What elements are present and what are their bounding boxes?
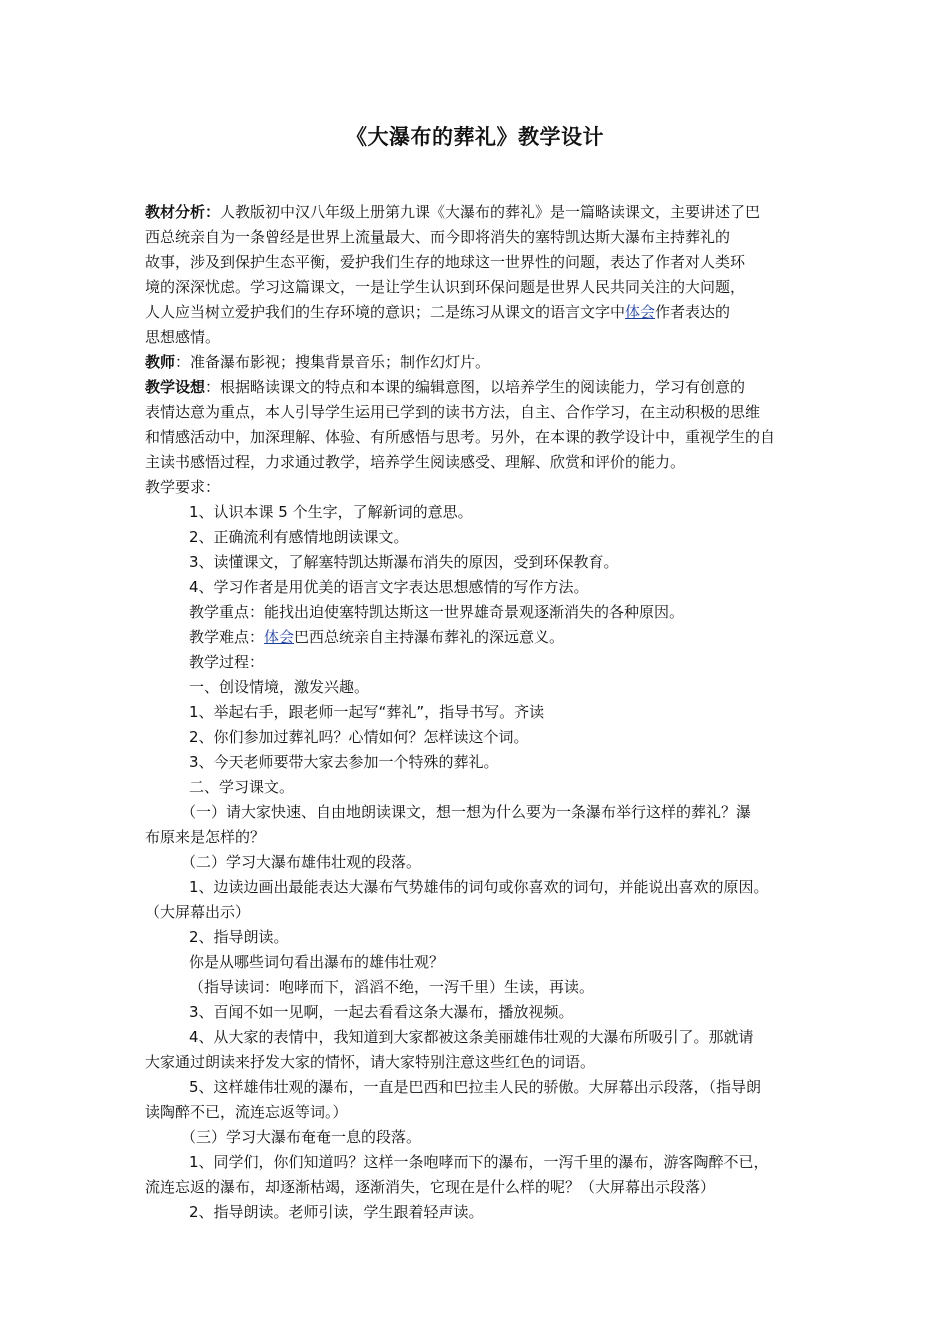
- document-body: [145, 200, 815, 1225]
- difficulty-text: 巴西总统亲自主持瀑布葬礼的深远意义。: [294, 628, 565, 646]
- process-item: 2、指导朗读。老师引读，学生跟着轻声读。: [189, 1203, 484, 1221]
- key-point: 教学重点：能找出迫使塞特凯达斯这一世界雄奇景观逐渐消失的各种原因。: [189, 603, 685, 621]
- process-guide: （指导读词：咆哮而下，滔滔不绝，一泻千里）生读，再读。: [189, 978, 595, 996]
- requirement-item: 3、读懂课文，了解塞特凯达斯瀑布消失的原因，受到环保教育。: [189, 553, 619, 571]
- process-heading: 教学过程：: [189, 653, 265, 671]
- section-heading: （三）学习大瀑布奄奄一息的段落。: [181, 1128, 422, 1146]
- requirements-heading: 教学要求：: [145, 478, 221, 496]
- difficulty-line: [145, 625, 815, 650]
- analysis-text: 人人应当树立爱护我们的生存环境的意识；二是练习从课文的语言文字中: [145, 303, 626, 321]
- difficulty-label: 教学难点：: [189, 628, 265, 646]
- document-title: 《大瀑布的葬礼》教学设计: [346, 125, 604, 149]
- analysis-line: 境的深深忧虑。学习这篇课文，一是让学生认识到环保问题是世界人民共同关注的大问题，: [145, 278, 746, 296]
- process-item: 5、这样雄伟壮观的瀑布，一直是巴西和巴拉圭人民的骄傲。大屏幕出示段落，（指导朗: [189, 1078, 762, 1096]
- process-item: 读陶醉不已，流连忘返等词。）: [145, 1103, 348, 1121]
- requirement-item: 4、学习作者是用优美的语言文字表达思想感情的写作方法。: [189, 578, 589, 596]
- tihui-link[interactable]: 体会: [264, 628, 295, 646]
- process-item: 1、举起右手，跟老师一起写“葬礼”，指导书写。齐读: [189, 703, 545, 721]
- process-item: 大家通过朗读来抒发大家的情怀，请大家特别注意这些红色的词语。: [145, 1053, 596, 1071]
- analysis-line: 西总统亲自为一条曾经是世界上流量最大、而今即将消失的塞特凯达斯大瀑布主持葬礼的: [145, 228, 731, 246]
- process-item: （大屏幕出示）: [145, 903, 251, 921]
- design-line: [145, 375, 815, 400]
- process-question: 你是从哪些词句看出瀑布的雄伟壮观？: [189, 953, 445, 971]
- teacher-line: [145, 350, 815, 375]
- analysis-text: 作者表达的: [655, 303, 731, 321]
- analysis-text: 人教版初中汉八年级上册第九课《大瀑布的葬礼》是一篇略读课文，主要讲述了巴: [220, 203, 761, 221]
- analysis-label: 教材分析：: [145, 203, 221, 221]
- analysis-line: 思想感情。: [145, 328, 221, 346]
- process-part-heading: 二、学习课文。: [189, 778, 295, 796]
- section-heading: （二）学习大瀑布雄伟壮观的段落。: [181, 853, 422, 871]
- process-item: 2、指导朗读。: [189, 928, 289, 946]
- design-line: 主读书感悟过程，力求通过教学，培养学生阅读感受、理解、欣赏和评价的能力。: [145, 453, 686, 471]
- design-line: 表情达意为重点，本人引导学生运用已学到的读书方法，自主、合作学习，在主动积极的思维: [145, 403, 761, 421]
- process-part-heading: 一、创设情境，激发兴趣。: [189, 678, 370, 696]
- section-paragraph: 布原来是怎样的？: [145, 828, 266, 846]
- analysis-line: [145, 300, 815, 325]
- design-text: ：根据略读课文的特点和本课的编辑意图，以培养学生的阅读能力，学习有创意的: [205, 378, 746, 396]
- requirement-item: 2、正确流利有感情地朗读课文。: [189, 528, 409, 546]
- design-label: 教学设想: [145, 378, 206, 396]
- teacher-text: ：准备瀑布影视；搜集背景音乐；制作幻灯片。: [175, 353, 491, 371]
- analysis-line: [145, 200, 815, 225]
- process-item: 3、百闻不如一见啊，一起去看看这条大瀑布，播放视频。: [189, 1003, 574, 1021]
- process-item: 1、边读边画出最能表达大瀑布气势雄伟的词句或你喜欢的词句，并能说出喜欢的原因。: [189, 878, 769, 896]
- process-item: 1、同学们，你们知道吗？这样一条咆哮而下的瀑布，一泻千里的瀑布，游客陶醉不已，: [189, 1153, 769, 1171]
- tihui-link[interactable]: 体会: [625, 303, 656, 321]
- analysis-line: 故事，涉及到保护生态平衡，爱护我们生存的地球这一世界性的问题，表达了作者对人类环: [145, 253, 746, 271]
- process-item: 3、今天老师要带大家去参加一个特殊的葬礼。: [189, 753, 499, 771]
- design-line: 和情感活动中，加深理解、体验、有所感悟与思考。另外，在本课的教学设计中，重视学生的自: [145, 428, 776, 446]
- process-item: 流连忘返的瀑布，却逐渐枯竭，逐渐消失，它现在是什么样的呢？（大屏幕出示段落）: [145, 1178, 716, 1196]
- process-item: 2、你们参加过葬礼吗？心情如何？怎样读这个词。: [189, 728, 529, 746]
- teacher-label: 教师: [145, 353, 176, 371]
- section-paragraph: （一）请大家快速、自由地朗读课文，想一想为什么要为一条瀑布举行这样的葬礼？瀑: [181, 803, 752, 821]
- requirement-item: 1、认识本课 5 个生字，了解新词的意思。: [189, 503, 473, 521]
- process-item: 4、从大家的表情中，我知道到大家都被这条美丽雄伟壮观的大瀑布所吸引了。那就请: [189, 1028, 754, 1046]
